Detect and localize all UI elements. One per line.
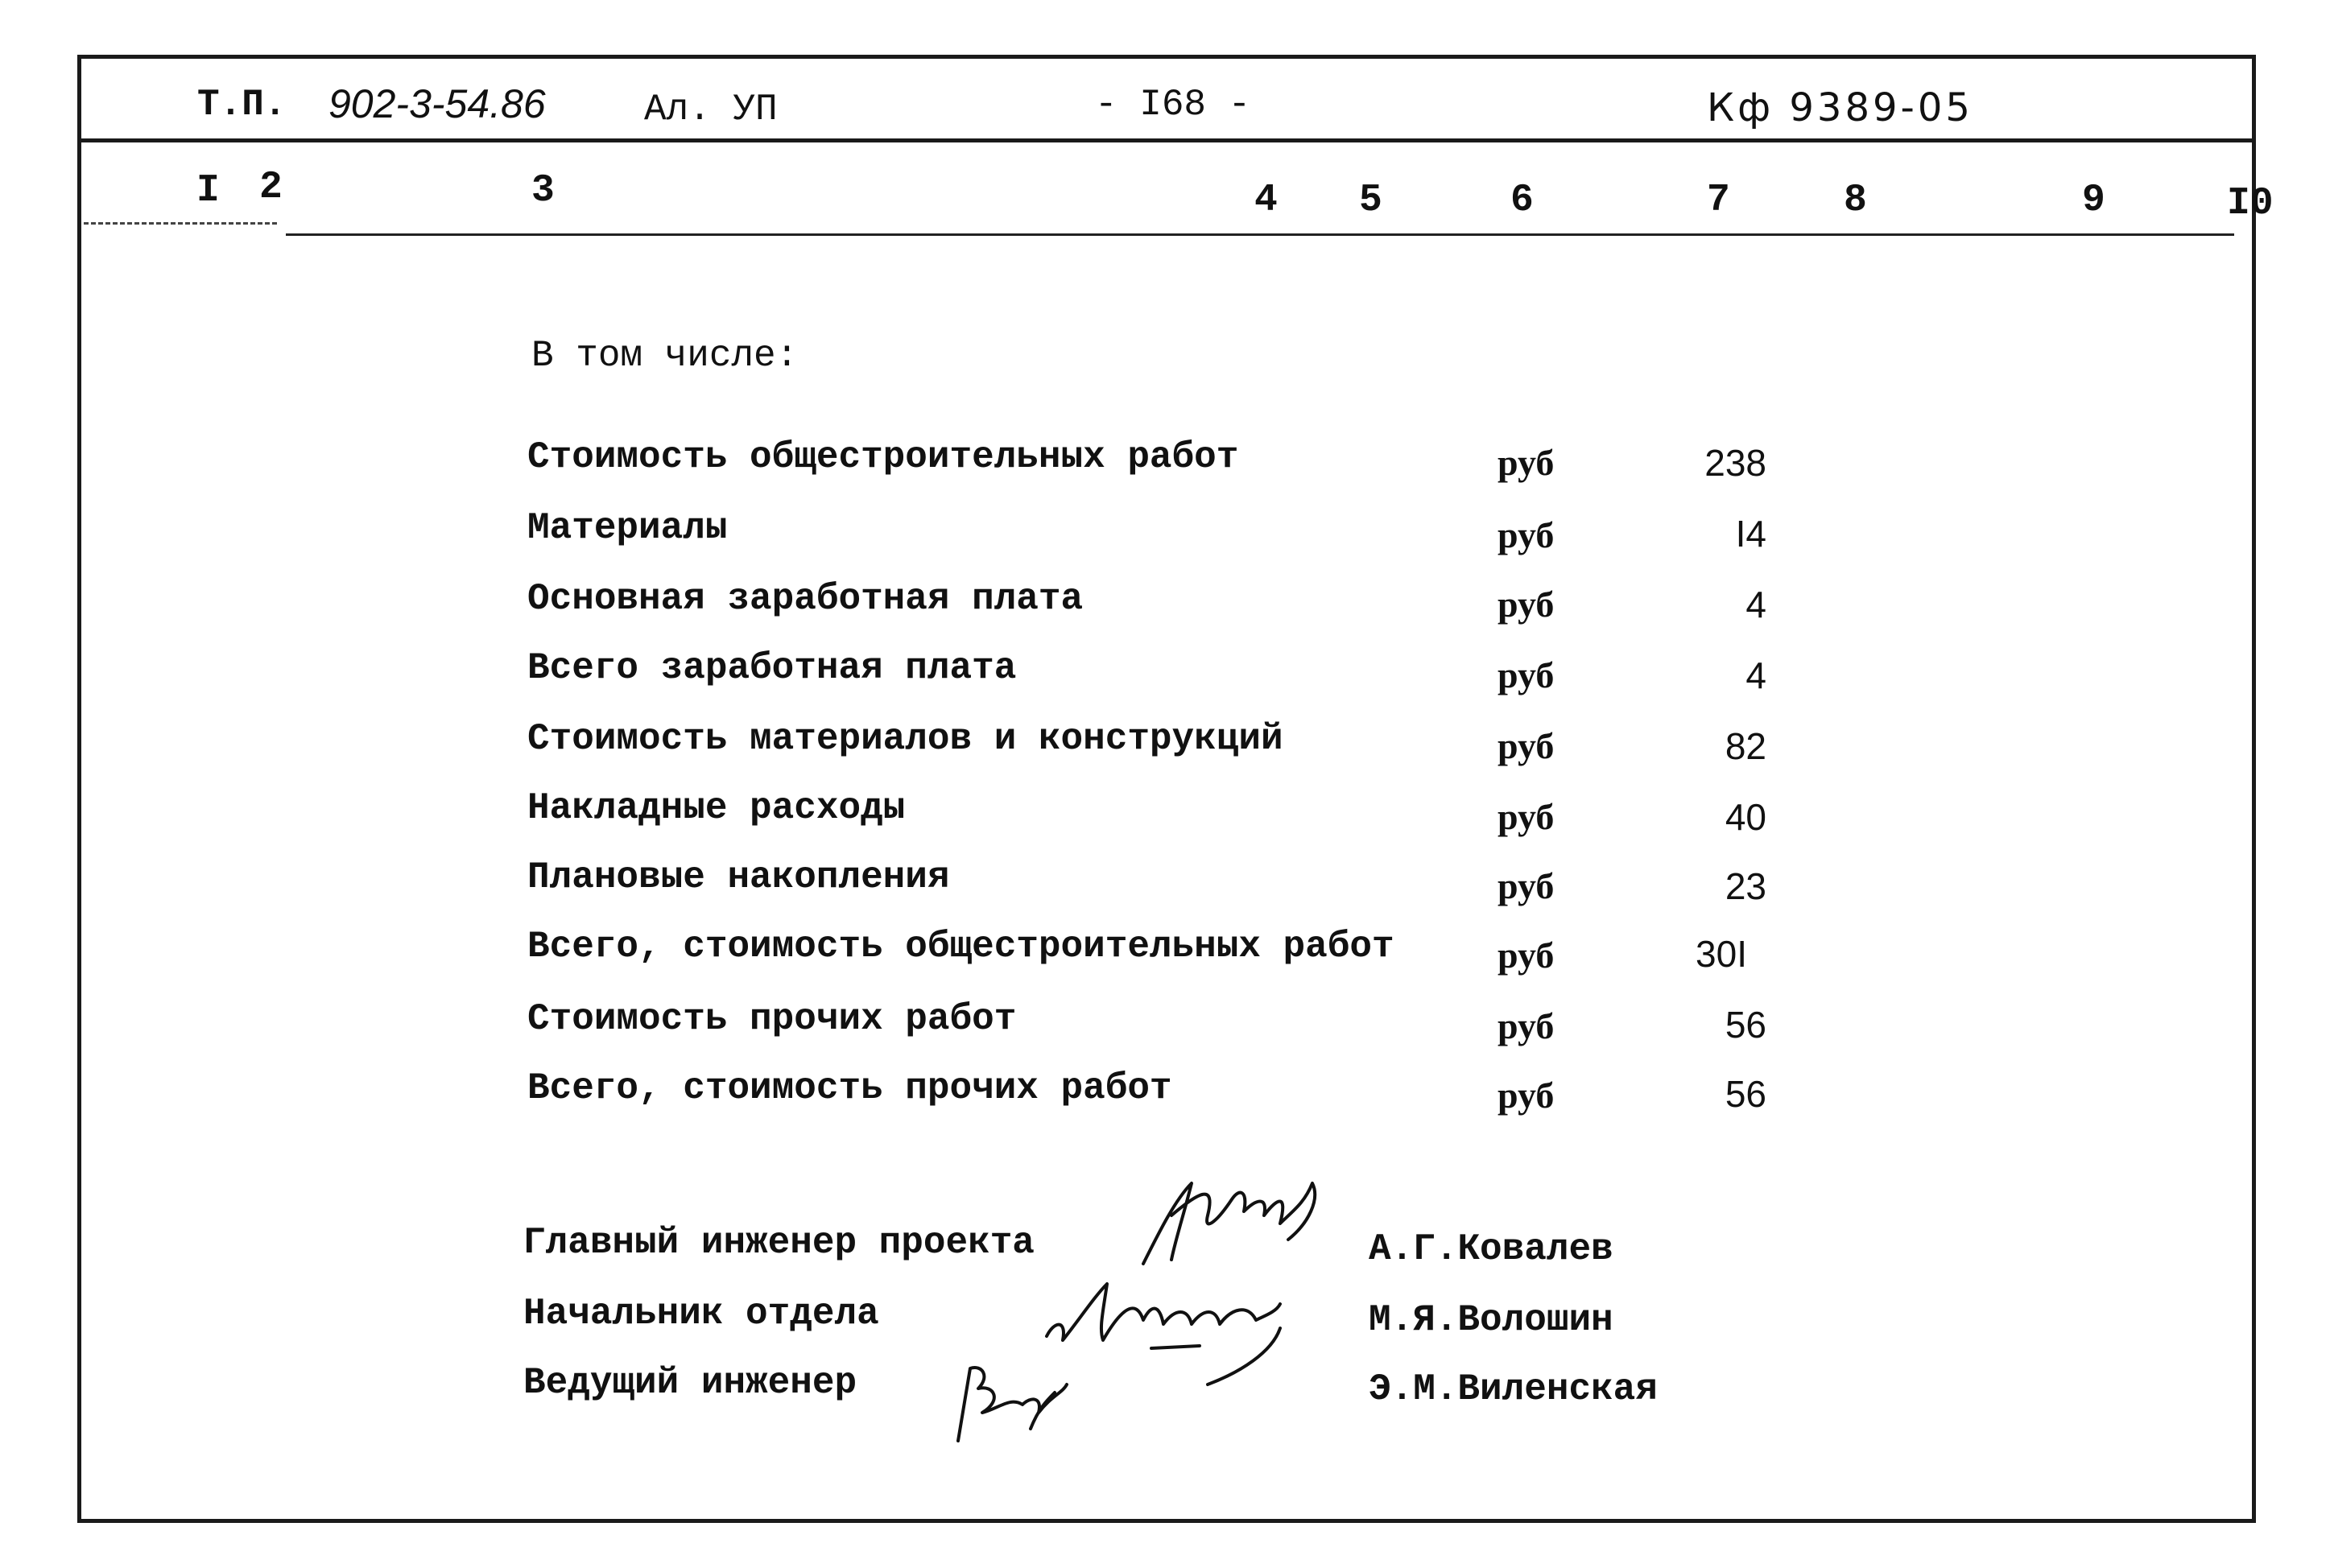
- handwritten-signature-chief-engineer: [1127, 1167, 1336, 1280]
- row-unit: руб: [1498, 935, 1555, 976]
- row-unit: руб: [1498, 865, 1555, 906]
- row-unit: руб: [1498, 1075, 1555, 1116]
- column-rule-dashed: [84, 222, 277, 225]
- document-code: Кф 9389-05: [1707, 85, 1973, 130]
- column-number-4: 4: [1254, 179, 1278, 222]
- column-number-5: 5: [1359, 179, 1382, 222]
- row-label: Всего, стоимость прочих работ: [527, 1067, 1172, 1109]
- signature-role: Ведущий инженер: [523, 1362, 857, 1404]
- row-unit: руб: [1498, 514, 1555, 555]
- page-number: - I68 -: [1095, 84, 1251, 126]
- row-label: Всего заработная плата: [527, 647, 1017, 689]
- row-label: Основная заработная плата: [527, 578, 1084, 620]
- row-label: Плановые накопления: [527, 856, 950, 898]
- column-number-8: 8: [1844, 179, 1867, 222]
- row-value: 56: [1725, 1073, 1766, 1115]
- row-value: 40: [1725, 796, 1766, 838]
- row-unit: руб: [1498, 442, 1555, 483]
- column-number-2: 2: [259, 166, 283, 209]
- signature-role: Главный инженер проекта: [523, 1222, 1035, 1264]
- signature-name: Э.М.Виленская: [1369, 1368, 1658, 1410]
- row-value: 56: [1725, 1004, 1766, 1046]
- series-label: Т.П.: [197, 84, 287, 126]
- row-value: 238: [1704, 442, 1766, 484]
- column-number-10: I0: [2227, 182, 2274, 225]
- signature-name: М.Я.Волошин: [1369, 1299, 1613, 1341]
- row-label: Накладные расходы: [527, 787, 906, 829]
- row-unit: руб: [1498, 796, 1555, 837]
- column-number-7: 7: [1707, 179, 1730, 222]
- column-number-3: 3: [531, 169, 555, 213]
- album-label: Ал. УП: [644, 89, 778, 130]
- row-label: Материалы: [527, 507, 728, 549]
- handwritten-signature-lead-engineer: [934, 1352, 1111, 1449]
- header-divider: [77, 138, 2256, 142]
- row-label: Стоимость общестроительных работ: [527, 436, 1239, 478]
- column-number-6: 6: [1510, 179, 1534, 222]
- row-label: Всего, стоимость общестроительных работ: [527, 926, 1394, 968]
- row-value: 23: [1725, 865, 1766, 907]
- column-number-9: 9: [2082, 179, 2105, 222]
- project-code: 902-3-54.86: [328, 81, 546, 126]
- row-unit: руб: [1498, 1005, 1555, 1046]
- signature-role: Начальник отдела: [523, 1293, 879, 1335]
- row-value: 4: [1745, 654, 1766, 696]
- row-unit: руб: [1498, 654, 1555, 695]
- row-unit: руб: [1498, 725, 1555, 766]
- column-number-1: I: [196, 169, 220, 213]
- row-value: 30I: [1696, 933, 1747, 975]
- section-heading: В том числе:: [531, 335, 799, 377]
- row-label: Стоимость материалов и конструкций: [527, 718, 1283, 760]
- signature-name: А.Г.Ковалев: [1369, 1228, 1613, 1270]
- row-unit: руб: [1498, 584, 1555, 625]
- row-value: I4: [1735, 513, 1766, 555]
- row-value: 4: [1745, 584, 1766, 625]
- column-rule: [286, 233, 2234, 236]
- row-value: 82: [1725, 725, 1766, 767]
- row-label: Стоимость прочих работ: [527, 998, 1017, 1040]
